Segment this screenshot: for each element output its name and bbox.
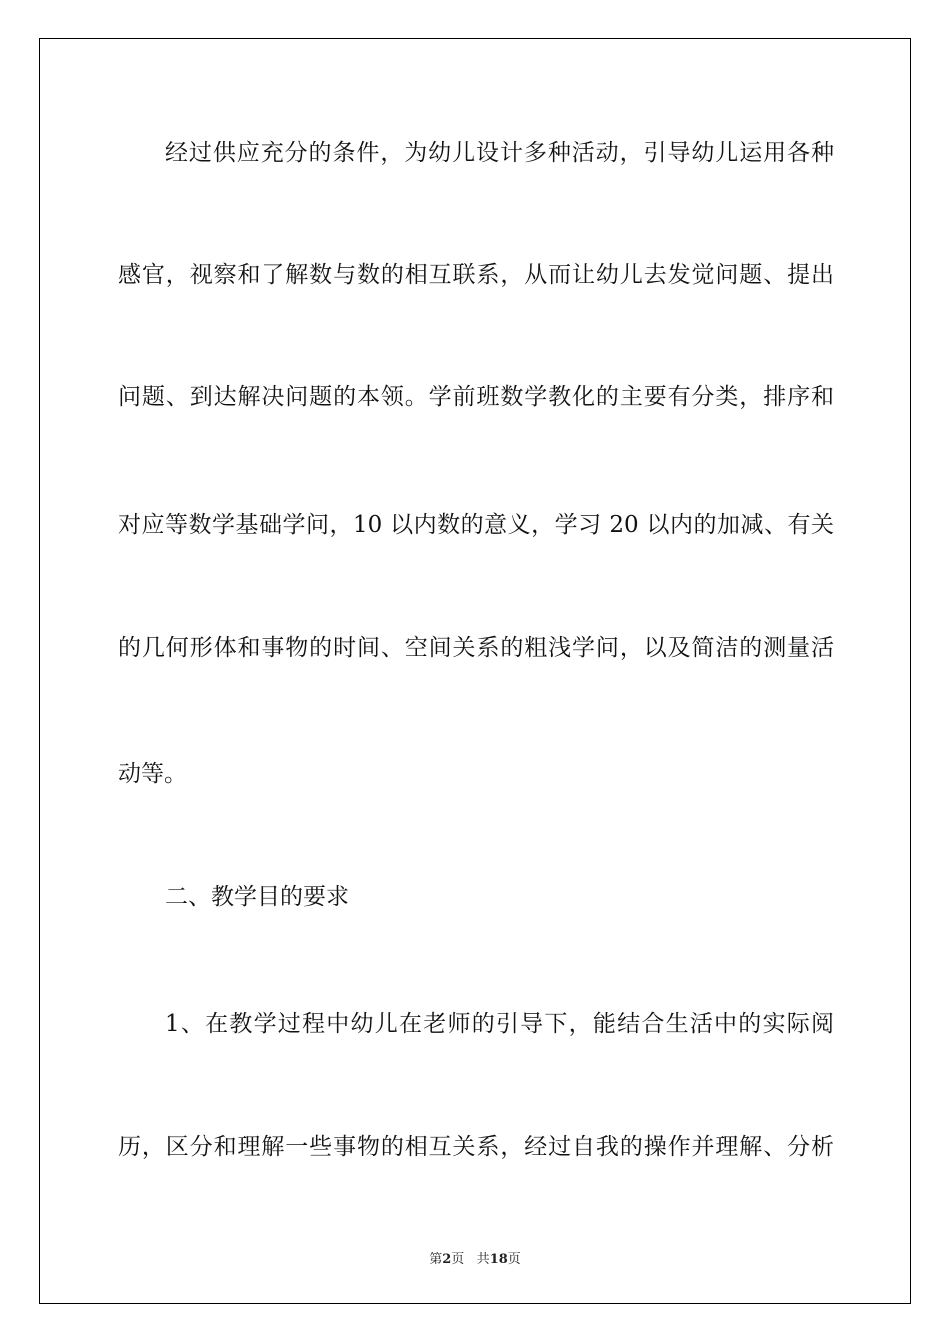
footer-page-number: 2 bbox=[442, 1252, 452, 1267]
paragraph-line-4: 对应等数学基础学问，10 以内数的意义，学习 20 以内的加减、有关 bbox=[118, 512, 834, 538]
paragraph-line-6: 动等。 bbox=[118, 761, 187, 787]
page-border bbox=[39, 38, 911, 1304]
footer-page-prefix: 第 bbox=[429, 1252, 443, 1267]
footer-page-suffix: 页 bbox=[451, 1252, 465, 1267]
footer-total-pages: 18 bbox=[489, 1252, 508, 1267]
paragraph-line-5: 的几何形体和事物的时间、空间关系的粗浅学问，以及简洁的测量活 bbox=[118, 635, 834, 661]
page-footer bbox=[0, 1248, 950, 1267]
paragraph-line-1: 经过供应充分的条件，为幼儿设计多种活动，引导幼儿运用各种 bbox=[165, 140, 834, 166]
paragraph-line-7: 1、在教学过程中幼儿在老师的引导下，能结合生活中的实际阅 bbox=[165, 1011, 834, 1037]
footer-total-prefix: 共 bbox=[476, 1252, 490, 1267]
footer-total-suffix: 页 bbox=[507, 1252, 521, 1267]
section-heading: 二、教学目的要求 bbox=[165, 884, 349, 910]
paragraph-line-3: 问题、到达解决问题的本领。学前班数学教化的主要有分类，排序和 bbox=[118, 384, 834, 410]
paragraph-line-2: 感官，视察和了解数与数的相互联系，从而让幼儿去发觉问题、提出 bbox=[118, 262, 834, 288]
paragraph-line-8: 历，区分和理解一些事物的相互关系，经过自我的操作并理解、分析 bbox=[118, 1134, 834, 1160]
